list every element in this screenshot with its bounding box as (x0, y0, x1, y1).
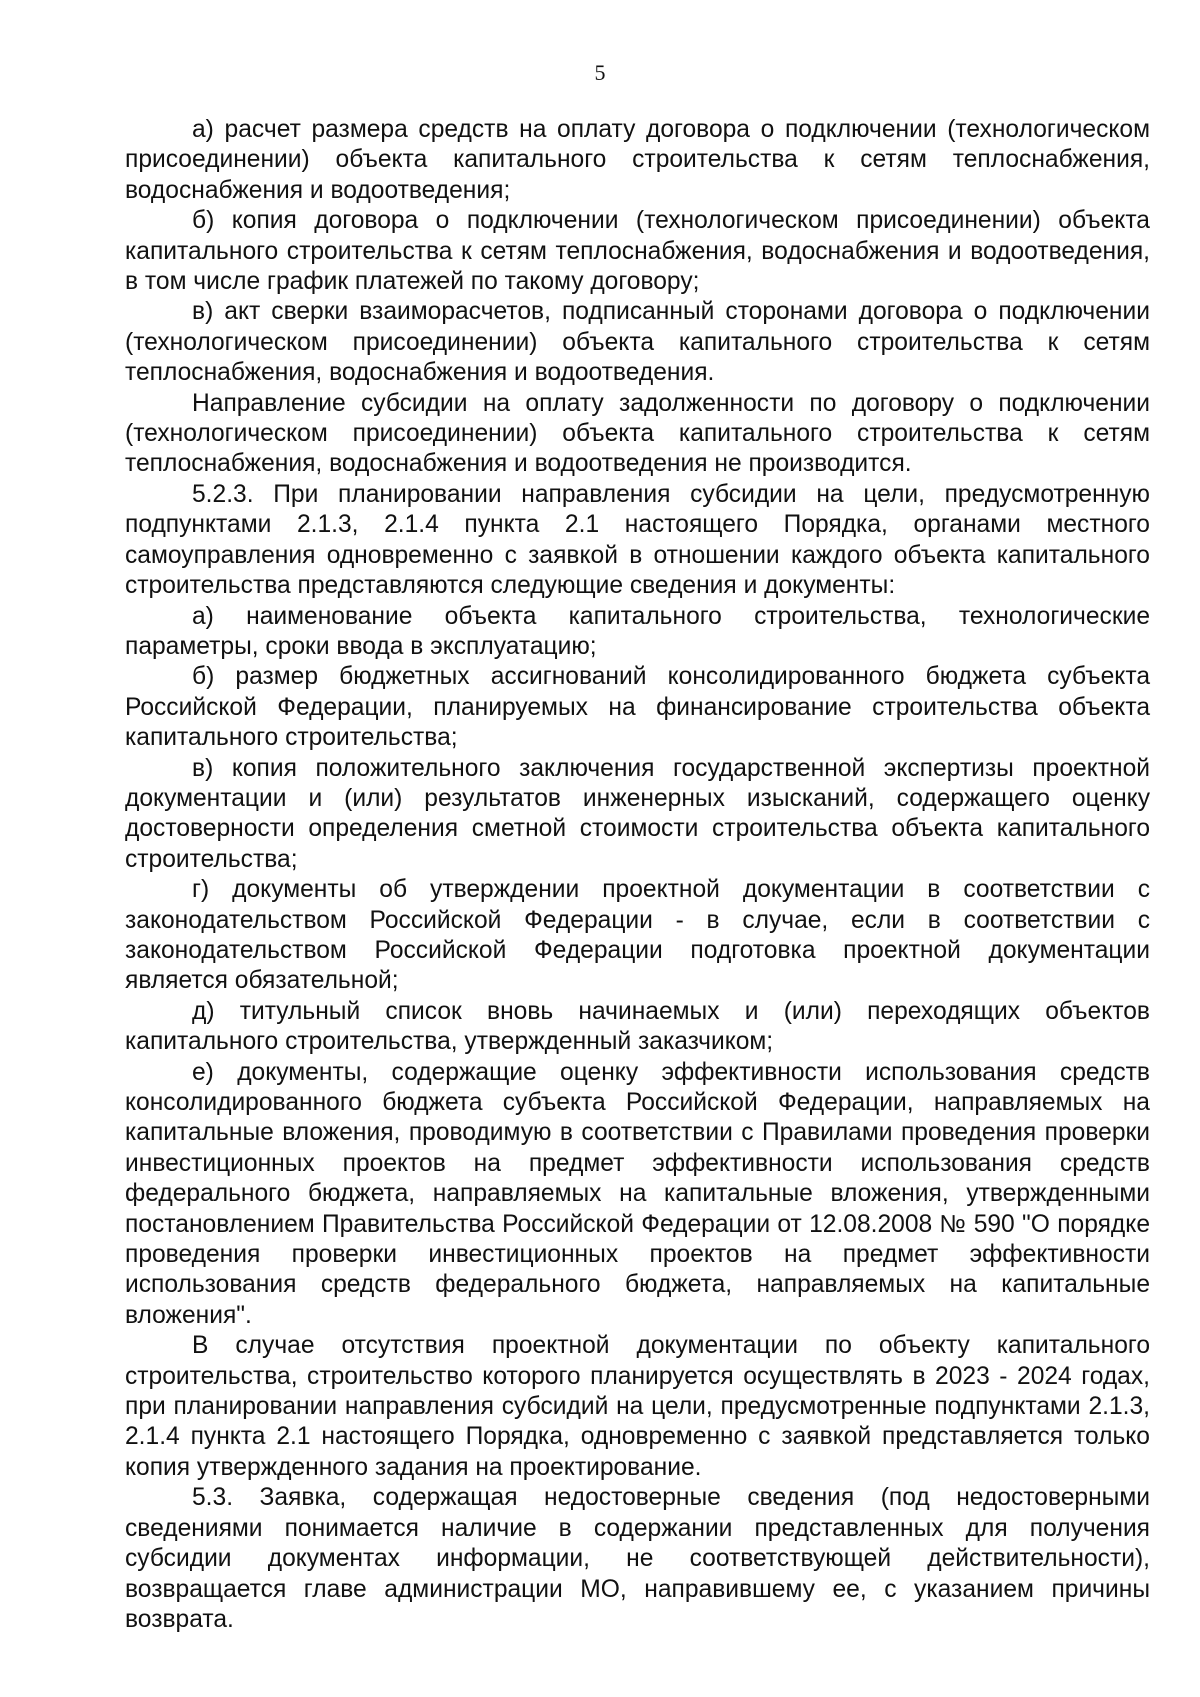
paragraph-5-2-3-g: г) документы об утверждении проектной документации в соответствии с законодательством Российской Федерации - в случае, если в соответствии с законодательством Российской Федерации подготовка проектной документации является обязательной; (125, 876, 1150, 995)
paragraph-5-2-3-d: д) титульный список вновь начинаемых и (или) переходящих объектов капитального строительства, утвержденный заказчиком; (125, 997, 1150, 1056)
paragraph-5-2-2-a: а) расчет размера средств на оплату договора о подключении (технологическом присоединении) объекта капитального строительства к сетям теплоснабжения, водоснабжения и водоотведения; (125, 116, 1150, 204)
paragraph-5-3: 5.3. Заявка, содержащая недостоверные сведения (под недостоверными сведениями понимается наличие в содержании представленных для получения субсидии документах информации, не соответствующей действительности), возвращается главе администрации МО, направившему ее, с указанием причины возврата. (125, 1484, 1150, 1633)
paragraph-5-2-3-v: в) копия положительного заключения государственной экспертизы проектной документации и (или) результатов инженерных изысканий, содержащего оценку достоверности определения сметной стоимости строительства объекта капитального строительства; (125, 754, 1150, 873)
paragraph-5-2-2-b: б) копия договора о подключении (технологическом присоединении) объекта капитального строительства к сетям теплоснабжения, водоснабжения и водоотведения, в том числе график платежей по такому договору; (125, 207, 1150, 296)
document-body (125, 115, 1150, 1635)
paragraph-5-2-3-a: а) наименование объекта капитального строительства, технологические параметры, сроки ввода в эксплуатацию; (125, 602, 1150, 660)
paragraph-5-2-2-v: в) акт сверки взаиморасчетов, подписанный сторонами договора о подключении (технологическом присоединении) объекта капитального строительства к сетям теплоснабжения, водоснабжения и водоотведения. (125, 298, 1150, 387)
paragraph-5-2-3: 5.2.3. При планировании направления субсидии на цели, предусмотренную подпунктами 2.1.3, 2.1.4 пункта 2.1 настоящего Порядка, органами местного самоуправления одновременно с заявкой в отношении каждого объекта капитального строительства представляются следующие сведения и документы: (125, 480, 1150, 600)
paragraph-debt-note: Направление субсидии на оплату задолженности по договору о подключении (технологическом присоединении) объекта капитального строительства к сетям теплоснабжения, водоснабжения и водоотведения не производится. (125, 389, 1150, 478)
paragraph-5-2-3-e: е) документы, содержащие оценку эффективности использования средств консолидированного бюджета субъекта Российской Федерации, направляемых на капитальные вложения, проводимую в соответствии с Правилами проведения проверки инвестиционных проектов на предмет эффективности использования средств федерального бюджета, направляемых на капитальные вложения, утвержденными постановлением Правительства Российской Федерации от 12.08.2008 № 590 "О порядке проведения проверки инвестиционных проектов на предмет эффективности использования средств федерального бюджета, направляемых на капитальные вложения". (125, 1058, 1150, 1329)
page-number: 5 (594, 60, 606, 85)
paragraph-no-project-docs: В случае отсутствия проектной документации по объекту капитального строительства, строительство которого планируется осуществлять в 2023 - 2024 годах, при планировании направления субсидий на цели, предусмотренные подпунктами 2.1.3, 2.1.4 пункта 2.1 настоящего Порядка, одновременно с заявкой представляется только копия утвержденного задания на проектирование. (125, 1332, 1150, 1481)
paragraph-5-2-3-b: б) размер бюджетных ассигнований консолидированного бюджета субъекта Российской Федерации, планируемых на финансирование строительства объекта капитального строительства; (125, 663, 1150, 752)
